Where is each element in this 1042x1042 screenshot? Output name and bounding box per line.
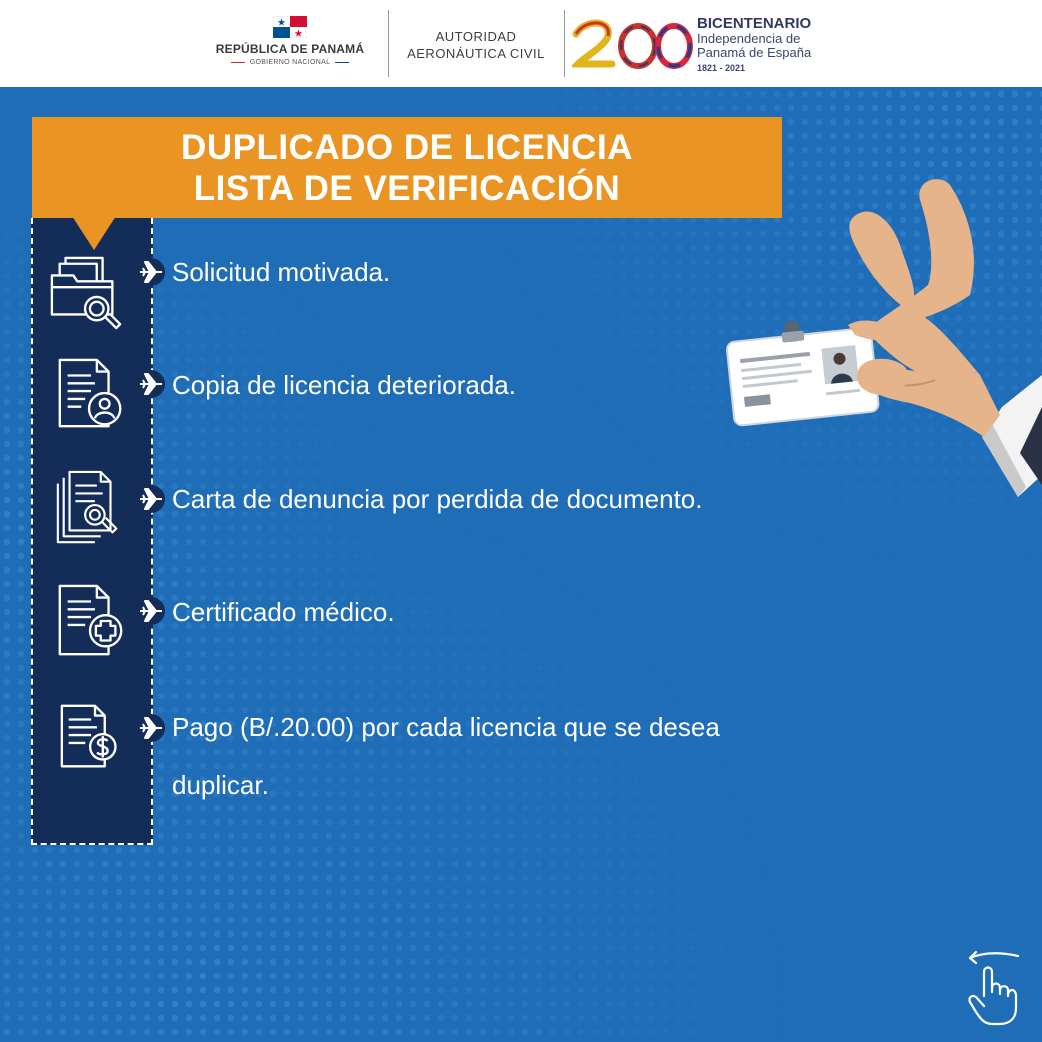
checklist-item-text: Copia de licencia deteriorada.: [172, 370, 516, 400]
panama-flag-icon: [273, 16, 307, 38]
checklist-item-text: Solicitud motivada.: [172, 257, 391, 287]
banner-pointer: [72, 216, 116, 250]
hand-holding-id-card-illustration: [720, 175, 1042, 505]
folder-search-icon: [48, 254, 126, 332]
bicentennial-text: [697, 16, 811, 73]
checklist-item-text: Pago (B/.20.00) por cada licencia que se desea: [172, 712, 720, 742]
checklist-item: [172, 583, 822, 641]
documents-search-icon: [52, 470, 130, 548]
airplane-bullet-icon: [136, 484, 166, 514]
airplane-bullet-icon: [136, 257, 166, 287]
header-divider: [564, 10, 565, 77]
document-dollar-icon: [56, 700, 134, 778]
airplane-bullet-icon: [136, 713, 166, 743]
authority-name: [396, 28, 556, 62]
bicentennial-title: BICENTENARIO: [697, 15, 812, 32]
government-title: REPÚBLICA DE PANAMÁ: [215, 42, 365, 56]
airplane-bullet-icon: [136, 369, 166, 399]
banner-title-line-1: DUPLICADO DE LICENCIA: [181, 128, 633, 167]
bicentennial-line-2: Independencia de: [697, 31, 801, 46]
swipe-left-hint-icon[interactable]: [960, 948, 1022, 1028]
header-divider: [388, 10, 389, 77]
bicentennial-years: 1821 - 2021: [697, 63, 746, 73]
banner-title-line-2: LISTA DE VERIFICACIÓN: [193, 169, 621, 208]
authority-line-2: AERONÁUTICA CIVIL: [407, 46, 545, 61]
bicentennial-200-logo-icon: [572, 10, 694, 76]
government-subtitle: GOBIERNO NACIONAL: [205, 59, 375, 66]
document-plus-icon: [52, 582, 130, 660]
document-user-icon: [52, 356, 130, 434]
checklist-item-text: Certificado médico.: [172, 597, 395, 627]
header-bar: [0, 0, 1042, 87]
airplane-bullet-icon: [136, 596, 166, 626]
bicentennial-line-3: Panamá de España: [697, 45, 812, 60]
title-banner: [32, 117, 782, 218]
checklist-item-text-continuation: duplicar.: [172, 770, 269, 800]
checklist-item: [172, 698, 822, 814]
checklist-item-text: Carta de denuncia por perdida de documento.: [172, 484, 703, 514]
authority-line-1: AUTORIDAD: [435, 29, 517, 44]
government-logo: [205, 16, 375, 76]
